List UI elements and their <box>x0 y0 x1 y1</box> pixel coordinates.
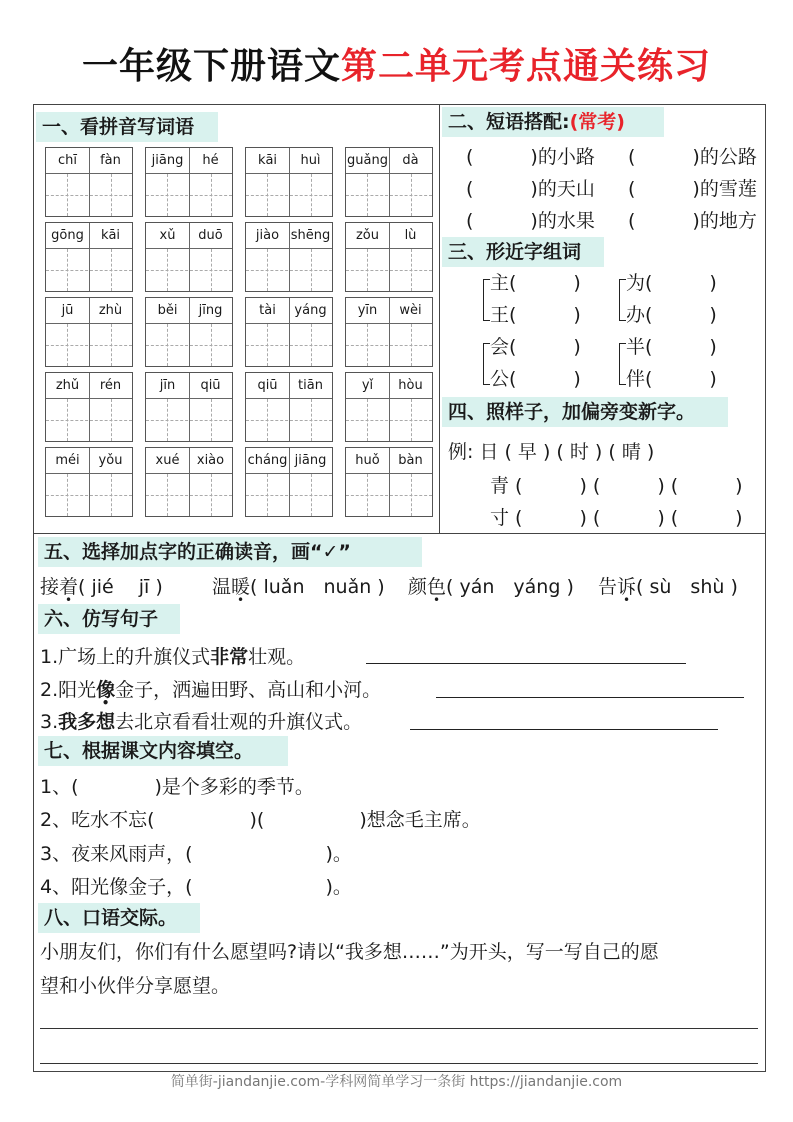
similar-char-item: 主( ) <box>490 272 581 294</box>
pinyin-label: xué <box>155 453 180 468</box>
title-part2: 第二单元考点通关练习 <box>341 46 712 87</box>
brace-icon <box>483 279 490 321</box>
grid-divider <box>289 298 290 366</box>
grid-divider <box>89 298 90 366</box>
sentence-text: 2.阳光 <box>40 679 97 701</box>
pinyin-box[interactable] <box>145 147 233 217</box>
brace-icon <box>619 279 626 321</box>
sentence-1 <box>40 645 305 669</box>
pinyin-label: cháng <box>247 453 288 468</box>
pinyin-box[interactable] <box>245 222 333 292</box>
grid-divider <box>46 398 132 399</box>
pinyin-options[interactable]: ( sù shù ) <box>636 576 738 598</box>
answer-line[interactable] <box>436 697 744 698</box>
pinyin-label: yīn <box>357 303 378 318</box>
sentence-2 <box>40 678 381 702</box>
dotted-char: 色 <box>427 576 447 598</box>
sentence-text: 壮观。 <box>248 646 306 668</box>
phrase-item: ( )的雪莲 <box>628 178 757 200</box>
pinyin-label: duō <box>198 228 223 243</box>
sentence-text: 金子，洒遍田野、高山和小河。 <box>115 679 382 701</box>
section2-title: 二、短语搭配: <box>448 111 570 133</box>
section2-accent: (常考) <box>569 111 625 133</box>
pinyin-label: xǔ <box>159 228 176 243</box>
grid-guide <box>246 195 332 196</box>
pronunciation-item <box>408 575 574 599</box>
grid-divider <box>389 148 390 216</box>
grid-divider <box>289 223 290 291</box>
grid-divider <box>246 173 332 174</box>
pinyin-label: dà <box>402 153 419 168</box>
grid-guide <box>46 345 132 346</box>
grid-guide <box>46 270 132 271</box>
grid-guide <box>346 345 432 346</box>
grid-guide <box>146 495 232 496</box>
sentence-3 <box>40 710 362 734</box>
pinyin-box[interactable] <box>145 447 233 517</box>
pinyin-label: hé <box>202 153 219 168</box>
pinyin-box[interactable] <box>345 222 433 292</box>
grid-guide <box>346 195 432 196</box>
dotted-char: 着 <box>59 576 79 598</box>
grid-guide <box>346 420 432 421</box>
pinyin-options[interactable]: ( jié jī ) <box>78 576 163 598</box>
pinyin-label: guǎng <box>347 153 388 168</box>
pinyin-label: zhǔ <box>55 378 80 393</box>
grid-divider <box>389 448 390 516</box>
fill-item: 3、夜来风雨声，( )。 <box>40 843 352 865</box>
grid-divider <box>246 473 332 474</box>
pinyin-box[interactable] <box>345 447 433 517</box>
pinyin-box[interactable] <box>145 372 233 442</box>
phrase-item: ( )的地方 <box>628 210 757 232</box>
pinyin-box[interactable] <box>245 297 333 367</box>
pinyin-label: kāi <box>257 153 278 168</box>
grid-divider <box>46 173 132 174</box>
similar-char-item: 办( ) <box>626 304 717 326</box>
grid-divider <box>189 373 190 441</box>
pinyin-box[interactable] <box>145 222 233 292</box>
grid-guide <box>46 420 132 421</box>
pinyin-label: qiū <box>257 378 278 393</box>
grid-divider <box>346 473 432 474</box>
phrase-item: ( )的小路 <box>466 146 595 168</box>
sentence-text: 3. <box>40 711 59 733</box>
grid-guide <box>346 495 432 496</box>
radical-example: 例: 日 ( 早 ) ( 时 ) ( 晴 ) <box>448 441 655 463</box>
grid-guide <box>146 420 232 421</box>
grid-divider <box>346 323 432 324</box>
grid-divider <box>246 323 332 324</box>
footer-watermark: 简单街-jiandanjie.com-学科网简单学习一条街 https://jiandanjie.com <box>170 1074 623 1090</box>
similar-char-item: 公( ) <box>490 368 581 390</box>
title-part1: 一年级下册语文 <box>81 46 341 87</box>
pinyin-box[interactable] <box>45 222 133 292</box>
pinyin-label: jiāng <box>151 153 184 168</box>
grid-guide <box>146 270 232 271</box>
grid-divider <box>389 373 390 441</box>
pinyin-label: běi <box>157 303 178 318</box>
section3-heading: 三、形近字组词 <box>442 237 604 267</box>
pinyin-label: chī <box>58 153 77 168</box>
grid-divider <box>189 448 190 516</box>
grid-divider <box>89 148 90 216</box>
answer-line[interactable] <box>410 729 718 730</box>
dotted-char: 暖 <box>231 576 251 598</box>
section5-heading: 五、选择加点字的正确读音，画“✓” <box>38 537 422 567</box>
grid-divider <box>389 223 390 291</box>
grid-divider <box>46 248 132 249</box>
pinyin-box[interactable] <box>245 447 333 517</box>
grid-divider <box>189 298 190 366</box>
section1-heading: 一、看拼音写词语 <box>36 112 218 142</box>
pinyin-label: tiān <box>298 378 323 393</box>
pinyin-options[interactable]: ( yán yáng ) <box>446 576 574 598</box>
pinyin-label: jīn <box>159 378 176 393</box>
pinyin-box[interactable] <box>145 297 233 367</box>
grid-divider <box>146 473 232 474</box>
item-char: 接 <box>40 576 60 598</box>
grid-divider <box>389 298 390 366</box>
item-char: 告 <box>598 576 618 598</box>
grid-divider <box>246 398 332 399</box>
pinyin-box[interactable] <box>45 372 133 442</box>
pinyin-label: jū <box>61 303 74 318</box>
fill-item: 1、( )是个多彩的季节。 <box>40 776 314 798</box>
pinyin-box[interactable] <box>45 297 133 367</box>
pinyin-box[interactable] <box>345 147 433 217</box>
sentence-text: 1.广场上的升旗仪式 <box>40 646 211 668</box>
brace-icon <box>483 343 490 385</box>
grid-guide <box>146 195 232 196</box>
grid-guide <box>146 345 232 346</box>
radical-item: 青 ( ) ( ) ( ) <box>490 475 743 497</box>
similar-char-item: 为( ) <box>626 272 717 294</box>
writing-line[interactable] <box>40 1028 758 1029</box>
page-title <box>0 38 793 89</box>
grid-divider <box>189 148 190 216</box>
sentence-text: 去北京看看壮观的升旗仪式。 <box>115 711 363 733</box>
pinyin-label: wèi <box>399 303 422 318</box>
pinyin-label: tài <box>259 303 276 318</box>
grid-guide <box>46 495 132 496</box>
pinyin-box[interactable] <box>45 447 133 517</box>
pinyin-label: hòu <box>398 378 423 393</box>
similar-char-item: 伴( ) <box>626 368 717 390</box>
column-divider <box>439 104 440 534</box>
pinyin-box[interactable] <box>245 147 333 217</box>
grid-divider <box>89 223 90 291</box>
grid-divider <box>289 148 290 216</box>
grid-divider <box>89 373 90 441</box>
grid-guide <box>346 270 432 271</box>
pinyin-label: jīng <box>198 303 223 318</box>
similar-char-item: 会( ) <box>490 336 581 358</box>
phrase-item: ( )的水果 <box>466 210 595 232</box>
pinyin-label: yáng <box>294 303 327 318</box>
grid-divider <box>46 473 132 474</box>
section7-heading: 七、根据课文内容填空。 <box>38 736 288 766</box>
answer-line[interactable] <box>366 663 686 664</box>
phrase-item: ( )的公路 <box>628 146 757 168</box>
pinyin-label: qiū <box>200 378 221 393</box>
section8-heading: 八、口语交际。 <box>38 903 200 933</box>
sentence-key: 我多想 <box>58 711 116 733</box>
pinyin-label: kāi <box>100 228 121 243</box>
grid-guide <box>246 495 332 496</box>
oral-prompt-line1: 小朋友们，你们有什么愿望吗?请以“我多想……”为开头，写一写自己的愿 <box>40 941 659 963</box>
grid-divider <box>346 398 432 399</box>
pinyin-box[interactable] <box>245 372 333 442</box>
pinyin-label: huì <box>300 153 321 168</box>
fill-item: 4、阳光像金子，( )。 <box>40 876 352 898</box>
pinyin-box[interactable] <box>345 372 433 442</box>
grid-guide <box>246 345 332 346</box>
dotted-char: 诉 <box>617 576 637 598</box>
grid-guide <box>246 420 332 421</box>
pinyin-label: yǐ <box>361 378 374 393</box>
pinyin-box[interactable] <box>345 297 433 367</box>
grid-guide <box>46 195 132 196</box>
sentence-key: 像 <box>96 679 116 701</box>
pinyin-box[interactable] <box>45 147 133 217</box>
pinyin-label: lù <box>404 228 417 243</box>
fill-item: 2、吃水不忘( )( )想念毛主席。 <box>40 809 481 831</box>
grid-divider <box>346 248 432 249</box>
pinyin-label: méi <box>55 453 80 468</box>
grid-divider <box>246 248 332 249</box>
pinyin-label: jiāng <box>294 453 327 468</box>
pinyin-label: gōng <box>51 228 84 243</box>
grid-divider <box>146 248 232 249</box>
grid-divider <box>146 173 232 174</box>
similar-char-item: 半( ) <box>626 336 717 358</box>
pronunciation-item <box>40 575 163 599</box>
pinyin-label: yǒu <box>98 453 123 468</box>
pinyin-label: bàn <box>398 453 423 468</box>
pinyin-label: zhù <box>98 303 123 318</box>
grid-divider <box>346 173 432 174</box>
section-divider <box>33 533 766 534</box>
similar-char-item: 王( ) <box>490 304 581 326</box>
grid-divider <box>146 323 232 324</box>
pinyin-label: shēng <box>290 228 331 243</box>
grid-divider <box>289 373 290 441</box>
pinyin-label: zǒu <box>355 228 380 243</box>
section2-heading <box>442 107 664 137</box>
pinyin-label: xiào <box>196 453 225 468</box>
pinyin-options[interactable]: ( luǎn nuǎn ) <box>250 576 385 598</box>
sentence-key: 非常 <box>210 646 249 668</box>
oral-prompt-line2: 望和小伙伴分享愿望。 <box>40 975 231 997</box>
grid-divider <box>289 448 290 516</box>
phrase-item: ( )的天山 <box>466 178 595 200</box>
radical-item: 寸 ( ) ( ) ( ) <box>490 507 743 529</box>
grid-divider <box>46 323 132 324</box>
pinyin-label: fàn <box>100 153 121 168</box>
section4-heading: 四、照样子，加偏旁变新字。 <box>442 397 728 427</box>
section6-heading: 六、仿写句子 <box>38 604 180 634</box>
pinyin-label: rén <box>99 378 122 393</box>
grid-divider <box>189 223 190 291</box>
item-char: 颜 <box>408 576 428 598</box>
writing-line[interactable] <box>40 1063 758 1064</box>
pronunciation-item <box>212 575 385 599</box>
brace-icon <box>619 343 626 385</box>
pronunciation-item <box>598 575 738 599</box>
grid-guide <box>246 270 332 271</box>
grid-divider <box>146 398 232 399</box>
pinyin-label: jiào <box>255 228 280 243</box>
item-char: 温 <box>212 576 232 598</box>
pinyin-label: huǒ <box>355 453 380 468</box>
grid-divider <box>89 448 90 516</box>
